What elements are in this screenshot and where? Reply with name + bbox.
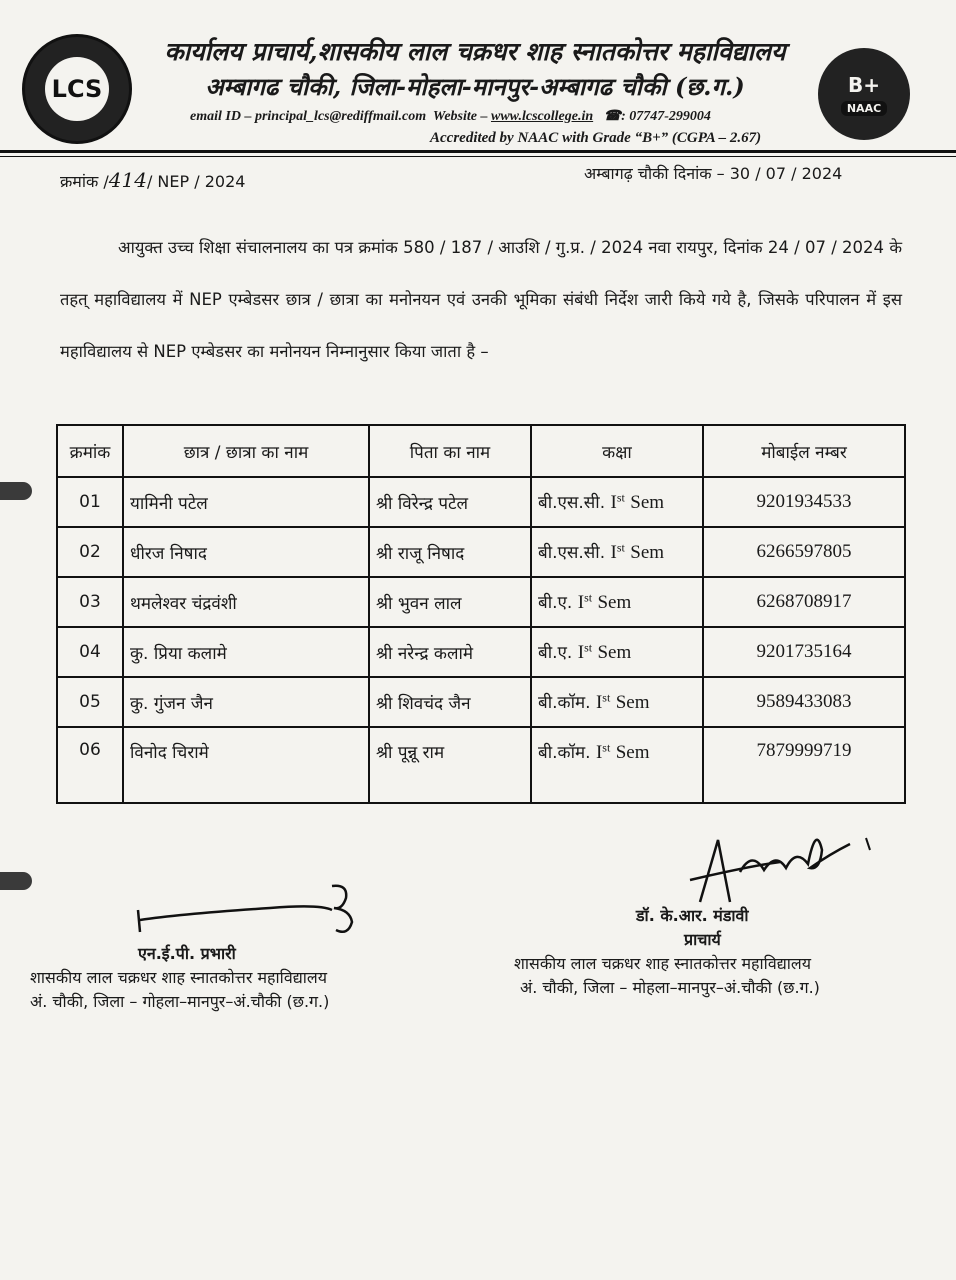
cell-student: थमलेश्वर चंद्रवंशी xyxy=(123,577,369,627)
cell-class xyxy=(531,527,703,577)
cell-father: श्री राजू निषाद xyxy=(369,527,531,577)
nep-incharge-college: शासकीय लाल चक्रधर शाह स्नातकोत्तर महाविद्यालय xyxy=(30,968,328,987)
header-father: पिता का नाम xyxy=(369,425,531,477)
class-sem: Sem xyxy=(630,542,665,563)
phone-text: ☎: 07747-299004 xyxy=(603,109,711,124)
header-sno: क्रमांक xyxy=(57,425,123,477)
accreditation-text: Accredited by NAAC with Grade “B+” (CGPA – 2.67) xyxy=(430,130,762,146)
cell-class xyxy=(531,477,703,527)
cell-sno: 06 xyxy=(57,727,123,803)
binder-clip-top xyxy=(0,482,32,500)
cell-father: श्री भुवन लाल xyxy=(369,577,531,627)
class-year: I xyxy=(610,542,617,563)
nep-incharge-title: एन.ई.पी. प्रभारी xyxy=(138,944,236,963)
cell-mobile: 9201934533 xyxy=(703,477,905,527)
nep-incharge-address: अं. चौकी, जिला – गोहला–मानपुर–अं.चौकी (छ.ग.) xyxy=(30,992,330,1011)
naac-label: NAAC xyxy=(841,101,887,116)
class-sup: st xyxy=(616,490,625,505)
contact-line xyxy=(190,108,810,125)
class-year: I xyxy=(595,692,603,713)
letterhead-divider-thin xyxy=(0,156,956,157)
class-sup: st xyxy=(602,690,611,705)
class-sup: st xyxy=(584,590,593,605)
table-row xyxy=(57,527,905,577)
principal-name: डॉ. के.आर. मंडावी xyxy=(636,906,749,925)
cell-mobile: 9201735164 xyxy=(703,627,905,677)
class-name: बी.कॉम. xyxy=(538,743,591,763)
class-year: I xyxy=(577,592,585,613)
table-header-row xyxy=(57,425,905,477)
cell-mobile: 9589433083 xyxy=(703,677,905,727)
cell-father: श्री पून्नू राम xyxy=(369,727,531,803)
website-label: Website – xyxy=(432,109,488,124)
table-row xyxy=(57,627,905,677)
class-name: बी.कॉम. xyxy=(538,693,591,713)
table-row xyxy=(57,727,905,803)
nep-incharge-signature xyxy=(120,880,370,940)
cell-sno: 04 xyxy=(57,627,123,677)
letterhead-divider xyxy=(0,150,956,153)
principal-address: अं. चौकी, जिला – मोहला–मानपुर–अं.चौकी (छ.ग.) xyxy=(520,978,820,997)
table-row xyxy=(57,477,905,527)
ambassador-table xyxy=(56,424,906,804)
cell-mobile: 6266597805 xyxy=(703,527,905,577)
binder-clip-bottom xyxy=(0,872,32,890)
ref-prefix: क्रमांक / xyxy=(60,172,109,191)
class-year: I xyxy=(595,742,603,763)
college-logo xyxy=(22,34,132,144)
class-year: I xyxy=(577,642,585,663)
cell-class xyxy=(531,677,703,727)
cell-student: कु. गुंजन जैन xyxy=(123,677,369,727)
table-row xyxy=(57,577,905,627)
cell-sno: 05 xyxy=(57,677,123,727)
class-year: I xyxy=(610,492,617,513)
cell-mobile: 6268708917 xyxy=(703,577,905,627)
header-class: कक्षा xyxy=(531,425,703,477)
ref-handwritten-number: 414 xyxy=(108,168,147,192)
naac-badge xyxy=(818,48,910,140)
email-text: email ID – principal_lcs@rediffmail.com xyxy=(190,109,427,124)
naac-grade: B+ xyxy=(847,72,880,97)
class-sem: Sem xyxy=(630,492,665,513)
cell-father: श्री नरेन्द्र कलामे xyxy=(369,627,531,677)
cell-class xyxy=(531,727,703,803)
ref-suffix: / NEP / 2024 xyxy=(146,172,246,191)
cell-student: कु. प्रिया कलामे xyxy=(123,627,369,677)
class-name: बी.एस.सी. xyxy=(538,543,606,563)
class-sup: st xyxy=(584,640,593,655)
reference-date: अम्बागढ़ चौकी दिनांक – 30 / 07 / 2024 xyxy=(584,164,843,183)
class-name: बी.ए. xyxy=(538,643,573,663)
class-sup: st xyxy=(616,540,625,555)
class-sup: st xyxy=(602,740,611,755)
website-link[interactable]: www.lcscollege.in xyxy=(490,109,594,124)
reference-number xyxy=(60,168,245,192)
cell-class xyxy=(531,627,703,677)
cell-father: श्री विरेन्द्र पटेल xyxy=(369,477,531,527)
principal-signature xyxy=(660,810,880,910)
cell-sno: 01 xyxy=(57,477,123,527)
cell-class xyxy=(531,577,703,627)
class-name: बी.एस.सी. xyxy=(538,493,606,513)
principal-college: शासकीय लाल चक्रधर शाह स्नातकोत्तर महाविद्यालय xyxy=(514,954,812,973)
cell-father: श्री शिवचंद जैन xyxy=(369,677,531,727)
class-sem: Sem xyxy=(597,592,632,613)
principal-title: प्राचार्य xyxy=(684,930,721,949)
college-emblem-icon: LCS xyxy=(45,57,109,121)
letterhead-title-line2: अम्बागढ चौकी, जिला-मोहला-मानपुर-अम्बागढ चौकी (छ.ग.) xyxy=(205,72,745,101)
class-name: बी.ए. xyxy=(538,593,573,613)
header-student: छात्र / छात्रा का नाम xyxy=(123,425,369,477)
cell-student: विनोद चिरामे xyxy=(123,727,369,803)
class-sem: Sem xyxy=(615,692,650,713)
table-row xyxy=(57,677,905,727)
body-paragraph: आयुक्त उच्च शिक्षा संचालनालय का पत्र क्रमांक 580 / 187 / आउशि / गु.प्र. / 2024 नवा रायपुर, दिनांक 24 / 07 / 2024 के तहत् महाविद्यालय में NEP एम्बेडसर छात्र / छात्रा का मनोनयन एवं उनकी भूमिका संबंधी निर्देश जारी किये गये है, जिसके परिपालन में इस महाविद्यालय से NEP एम्बेडसर का मनोनयन निम्नानुसार किया जाता है – xyxy=(60,238,902,361)
letterhead-title-line1: कार्यालय प्राचार्य,शासकीय लाल चक्रधर शाह स्नातकोत्तर महाविद्यालय xyxy=(164,37,786,66)
cell-student: यामिनी पटेल xyxy=(123,477,369,527)
class-sem: Sem xyxy=(615,742,650,763)
cell-sno: 02 xyxy=(57,527,123,577)
cell-sno: 03 xyxy=(57,577,123,627)
cell-mobile: 7879999719 xyxy=(703,727,905,803)
header-mobile: मोबाईल नम्बर xyxy=(703,425,905,477)
cell-student: धीरज निषाद xyxy=(123,527,369,577)
class-sem: Sem xyxy=(597,642,632,663)
